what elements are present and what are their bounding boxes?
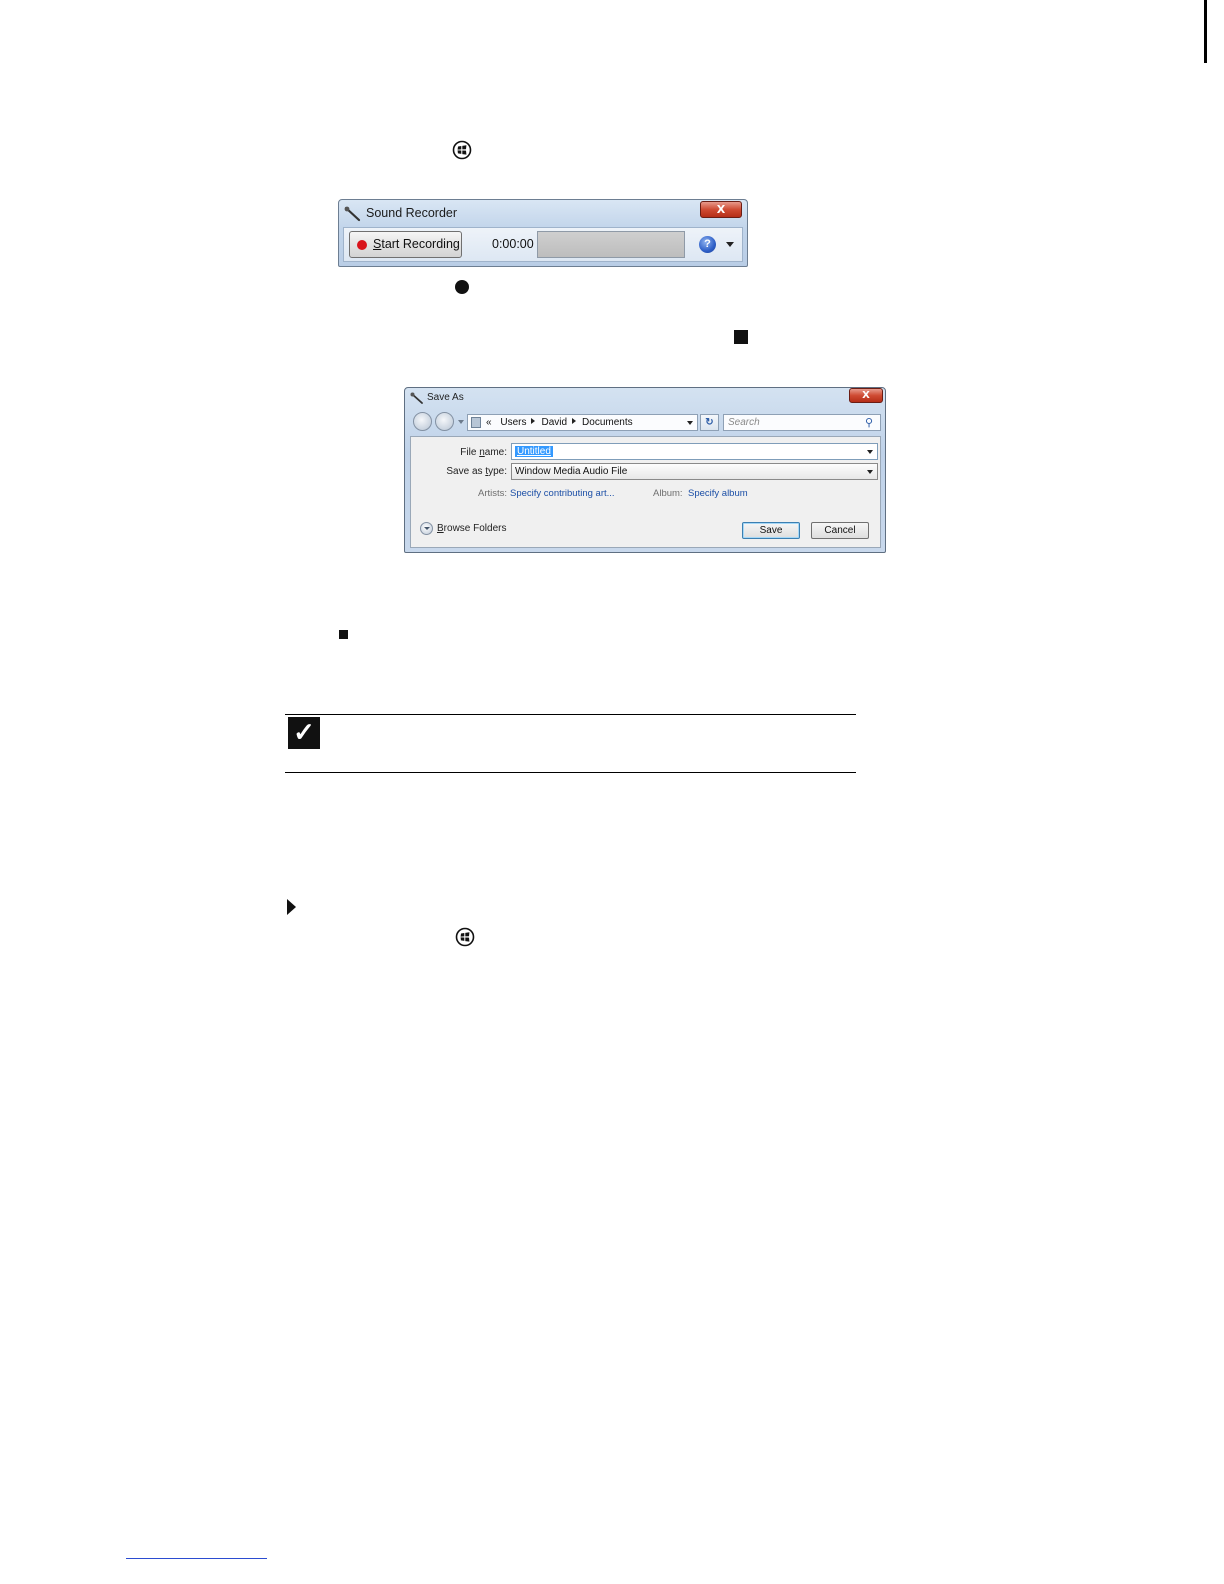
note-top-rule <box>285 714 856 715</box>
back-button[interactable] <box>413 412 432 431</box>
checkmark-icon: ✓ <box>288 717 320 749</box>
windows-start-icon <box>452 140 472 160</box>
stop-square-icon <box>339 630 348 639</box>
recent-pages-dropdown-icon[interactable] <box>458 420 464 424</box>
forward-button[interactable] <box>435 412 454 431</box>
search-input[interactable] <box>723 414 881 431</box>
file-name-field[interactable] <box>511 443 878 460</box>
album-label: Album: <box>653 488 683 499</box>
breadcrumb-users[interactable]: Users <box>500 417 527 428</box>
start-recording-button[interactable] <box>349 231 462 258</box>
help-icon[interactable]: ? <box>699 236 716 253</box>
album-link[interactable]: Specify album <box>688 488 748 499</box>
page-edge-rule <box>1204 0 1207 63</box>
address-dropdown-icon[interactable] <box>687 421 693 425</box>
artists-label: Artists: <box>478 488 508 499</box>
elapsed-time: 0:00:00 <box>492 237 534 251</box>
sound-recorder-window <box>338 199 748 267</box>
save-type-dropdown-icon[interactable] <box>867 470 873 474</box>
save-type-select[interactable] <box>511 463 878 480</box>
microphone-icon <box>344 206 362 222</box>
footer-link-underline[interactable] <box>126 1558 267 1559</box>
level-meter <box>537 231 685 258</box>
microphone-icon <box>410 392 424 404</box>
procedure-arrow-icon <box>287 899 296 915</box>
browse-folders-toggle[interactable]: Browse Folders <box>437 523 507 534</box>
file-name-label: File name: <box>460 447 507 458</box>
breadcrumb-separator-icon[interactable] <box>572 418 576 424</box>
search-placeholder: Search <box>728 417 760 428</box>
dialog-body <box>410 436 881 548</box>
folder-icon <box>471 417 481 428</box>
breadcrumb <box>486 417 633 428</box>
save-as-dialog <box>404 387 886 553</box>
recorder-toolbar <box>343 227 743 262</box>
breadcrumb-documents[interactable]: Documents <box>582 417 633 428</box>
breadcrumb-david[interactable]: David <box>541 417 568 428</box>
file-name-dropdown-icon[interactable] <box>867 450 873 454</box>
window-title: Sound Recorder <box>366 206 458 220</box>
breadcrumb-overflow[interactable]: « <box>486 417 492 428</box>
file-name-value: Untitled <box>517 446 551 457</box>
dialog-title: Save As <box>427 392 464 403</box>
breadcrumb-separator-icon[interactable] <box>531 418 535 424</box>
windows-start-icon <box>455 927 475 947</box>
cancel-button[interactable]: Cancel <box>811 522 869 539</box>
start-recording-label: Start Recording <box>373 237 460 251</box>
artists-link[interactable]: Specify contributing art... <box>510 488 615 499</box>
note-bottom-rule <box>285 772 856 773</box>
stop-square-icon <box>734 330 748 344</box>
save-type-label: Save as type: <box>446 466 507 477</box>
close-button[interactable]: X <box>849 388 883 403</box>
close-button[interactable]: X <box>700 201 742 218</box>
save-type-value: Window Media Audio File <box>515 466 628 477</box>
search-icon[interactable]: ⚲ <box>865 417 874 429</box>
record-dot-icon <box>357 240 367 250</box>
refresh-button[interactable]: ↻ <box>700 414 719 431</box>
save-button[interactable]: Save <box>742 522 800 539</box>
help-dropdown-arrow-icon[interactable] <box>726 242 734 247</box>
address-bar[interactable] <box>467 414 698 431</box>
expand-chevron-icon[interactable] <box>420 522 433 535</box>
record-dot-icon <box>455 280 469 294</box>
